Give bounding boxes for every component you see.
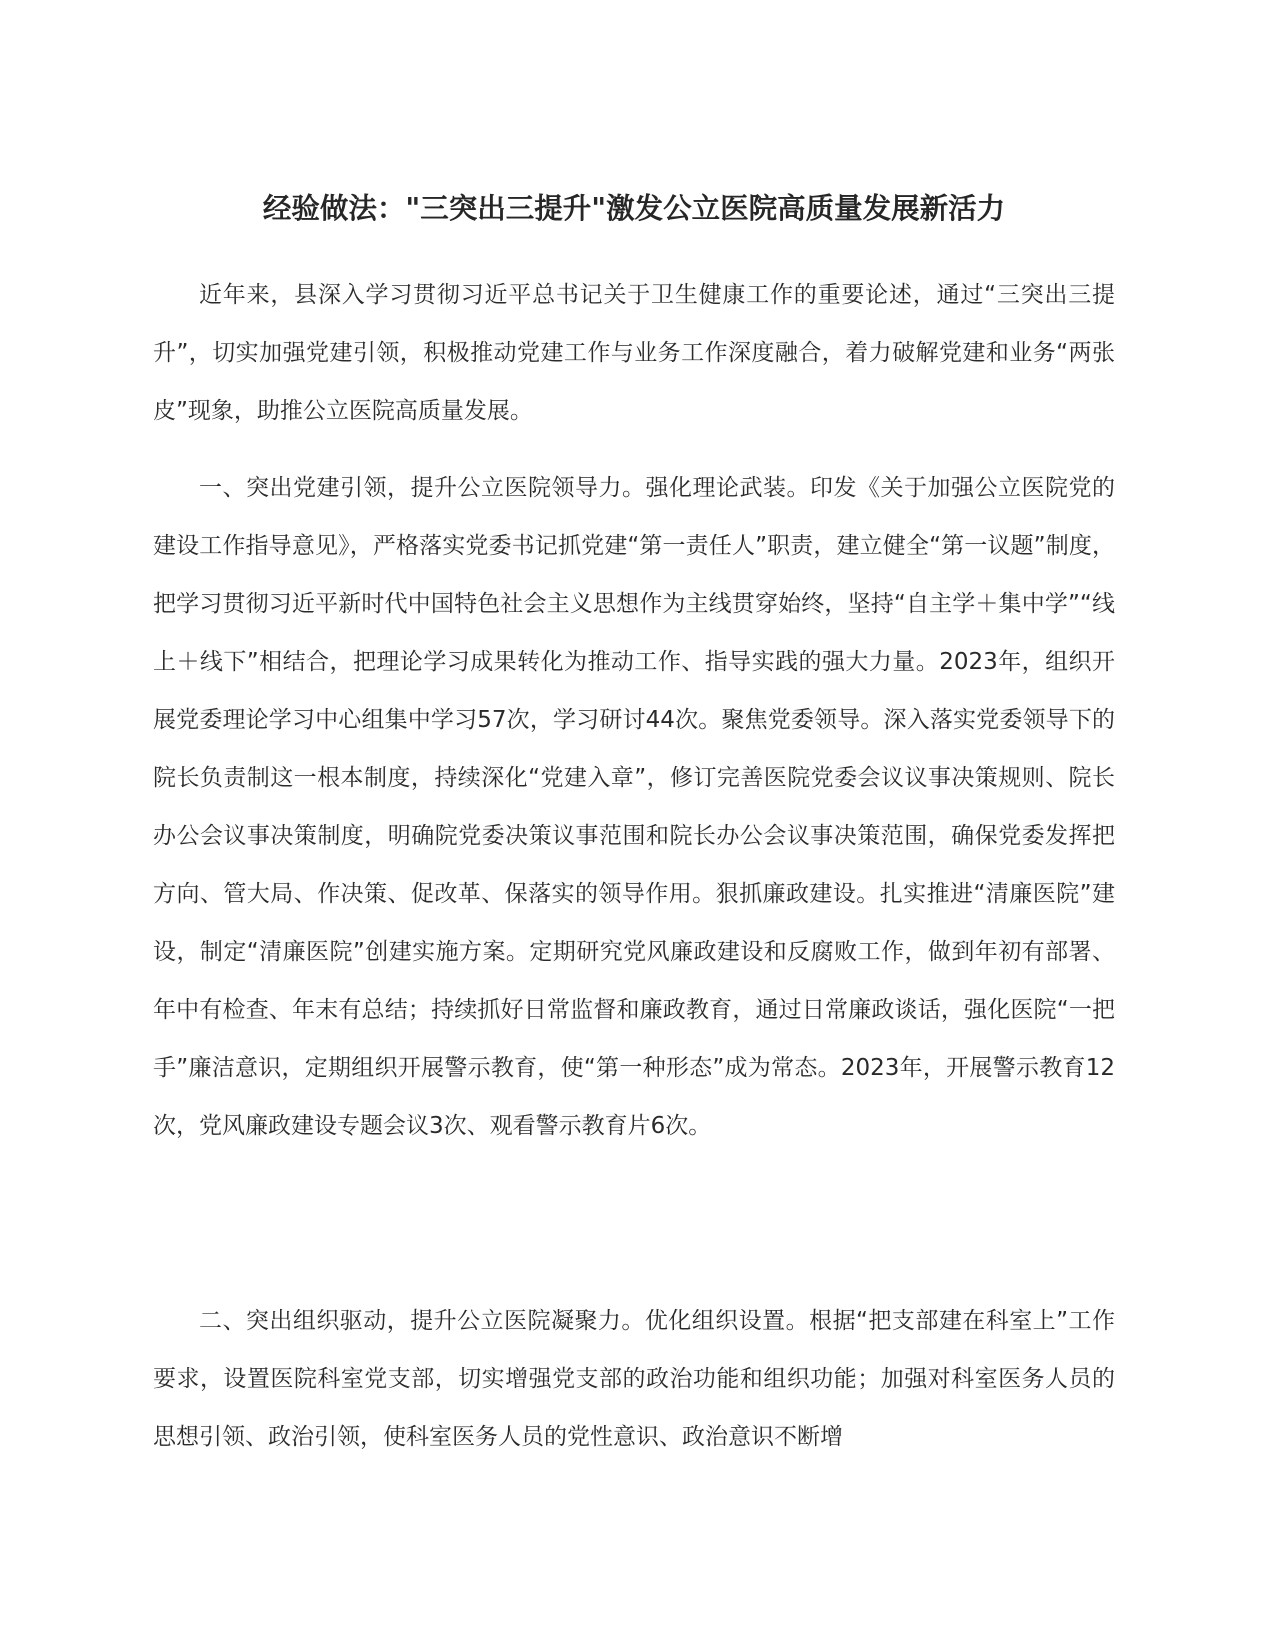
paragraph-section-two: 二、突出组织驱动，提升公立医院凝聚力。优化组织设置。根据“把支部建在科室上”工作要求，设置医院科室党支部，切实增强党支部的政治功能和组织功能；加强对科室医务人员的思想引领、政治引领，使科室医务人员的党性意识、政治意识不断增 — [153, 1308, 1115, 1450]
document-title: 经验做法："三突出三提升"激发公立医院高质量发展新活力 — [262, 192, 1006, 225]
paragraph-section-one: 一、突出党建引领，提升公立医院领导力。强化理论武装。印发《关于加强公立医院党的建设工作指导意见》，严格落实党委书记抓党建“第一责任人”职责，建立健全“第一议题”制度，把学习贯彻习近平新时代中国特色社会主义思想作为主线贯穿始终，坚持“自主学＋集中学”“线上＋线下”相结合，把理论学习成果转化为推动工作、指导实践的强大力量。2023年，组织开展党委理论学习中心组集中学习57次，学习研讨44次。聚焦党委领导。深入落实党委领导下的院长负责制这一根本制度，持续深化“党建入章”，修订完善医院党委会议议事决策规则、院长办公会议事决策制度，明确院党委决策议事范围和院长办公会议事决策范围，确保党委发挥把方向、管大局、作决策、促改革、保落实的领导作用。狠抓廉政建设。扎实推进“清廉医院”建设，制定“清廉医院”创建实施方案。定期研究党风廉政建设和反腐败工作，做到年初有部署、年中有检查、年末有总结；持续抓好日常监督和廉政教育，通过日常廉政谈话，强化医院“一把手”廉洁意识，定期组织开展警示教育，使“第一种形态”成为常态。2023年，开展警示教育12次，党风廉政建设专题会议3次、观看警示教育片6次。 — [153, 475, 1115, 1139]
paragraph-intro: 近年来，县深入学习贯彻习近平总书记关于卫生健康工作的重要论述，通过“三突出三提升”，切实加强党建引领，积极推动党建工作与业务工作深度融合，着力破解党建和业务“两张皮”现象，助推公立医院高质量发展。 — [153, 282, 1115, 424]
